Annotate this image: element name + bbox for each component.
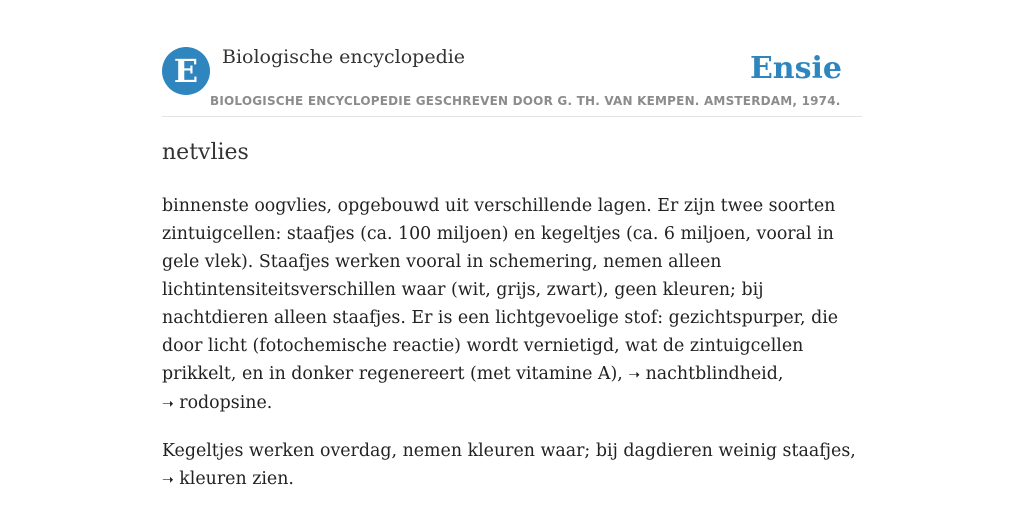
link-nachtblindheid[interactable]: nachtblindheid [645,364,778,384]
link-rodopsine[interactable]: rodopsine [179,393,267,413]
end-punctuation: . [266,393,273,413]
arrow-icon: ➝ [628,367,641,383]
end-punctuation: . [288,469,294,489]
arrow-icon: ➝ [162,396,174,412]
header [162,0,862,117]
site-logo-icon[interactable]: E [162,47,210,95]
entry-title: netvlies [162,140,249,165]
entry-content [162,192,862,513]
separator-text: , [777,364,784,384]
definition-text: Kegeltjes werken overdag, nemen kleuren waar; bij dagdieren weinig staafjes, [162,441,856,461]
link-kleuren-zien[interactable]: kleuren zien [179,469,289,489]
ensie-brand-link[interactable]: Ensie [749,51,842,86]
definition-paragraph [162,437,862,494]
source-subtitle: BIOLOGISCHE ENCYCLOPEDIE GESCHREVEN DOOR G. TH. VAN KEMPEN. AMSTERDAM, 1974. [210,94,841,108]
definition-text: binnenste oogvlies, opgebouwd uit verschillende lagen. Er zijn twee soorten zintuigcellen: staafjes (ca. 100 miljoen) en kegeltjes (ca. 6 miljoen, vooral in gele vlek). Staafjes werken vooral in schemering, nemen alleen lichtintensiteitsverschillen waar (wit, grijs, zwart), geen kleuren; bij nachtdieren alleen staafjes. Er is een lichtgevoelige stof: gezichtspurper, die door licht (fotochemische reactie) wordt vernietigd, wat de zintuigcellen prikkelt, en in donker regenereert (met vitamine A), [162,196,839,384]
definition-paragraph [162,192,862,418]
arrow-icon: ➝ [162,472,174,488]
page [162,0,862,512]
site-title[interactable]: Biologische encyclopedie [222,46,466,68]
